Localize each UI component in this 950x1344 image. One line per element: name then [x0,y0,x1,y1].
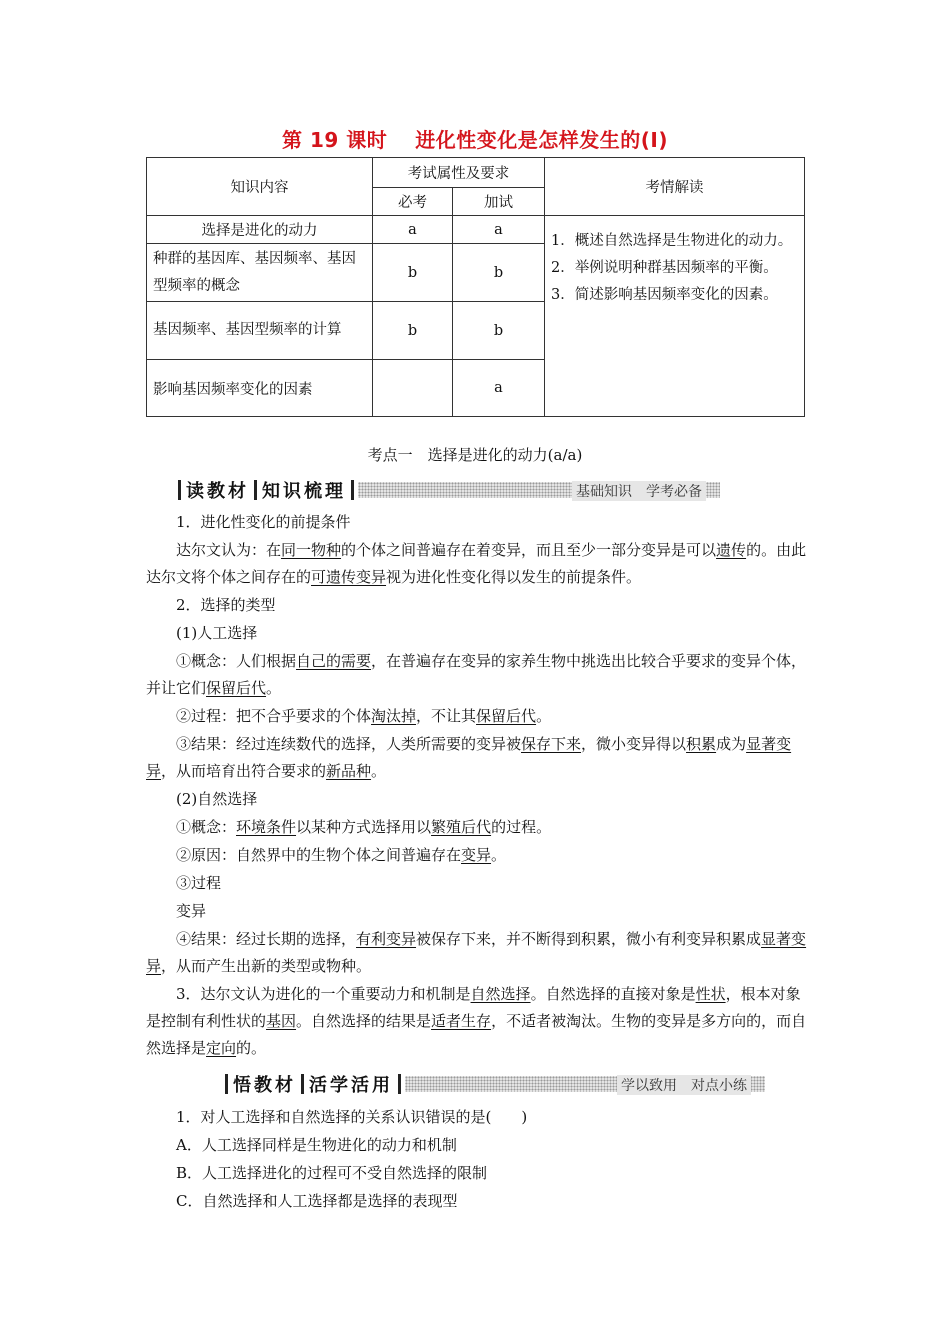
row-extra: a [453,216,545,244]
table-row [147,216,805,244]
header-extra: 加试 [453,188,545,216]
analysis-item: 2．举例说明种群基因频率的平衡。 [551,260,778,276]
analysis-item: 3．简述影响基因频率变化的因素。 [551,287,778,303]
artificial-title: (1)人工选择 [176,624,258,642]
row-required: b [373,302,453,360]
natural-cause: ②原因：自然界中的生物个体之间普遍存在变异。 [176,846,507,864]
header-exam: 考试属性及要求 [373,158,545,188]
banner-tag: 基础知识 学考必备 [572,481,706,501]
row-required: a [373,216,453,244]
option-c: C．自然选择和人工选择都是选择的表现型 [176,1192,458,1210]
analysis-cell [545,216,805,417]
requirements-table [146,157,805,417]
row-knowledge: 基因频率、基因型频率的计算 [147,302,373,360]
s1-title: 1．进化性变化的前提条件 [176,513,351,531]
row-knowledge: 选择是进化的动力 [147,216,373,244]
banner-right: 活学活用 [309,1075,393,1096]
option-b: B．人工选择进化的过程可不受自然选择的限制 [176,1164,488,1182]
row-knowledge: 影响基因频率变化的因素 [147,360,373,417]
banner-left: 悟教材 [233,1075,296,1096]
option-a: A．人工选择同样是生物进化的动力和机制 [176,1136,457,1154]
s1-body: 达尔文认为：在同一物种的个体之间普遍存在着变异，而且至少一部分变异是可以遗传的。由此达尔文将个体之间存在的可遗传变异视为进化性变化得以发生的前提条件。 [146,541,807,586]
natural-title: (2)自然选择 [176,790,258,808]
artificial-result: ③结果：经过连续数代的选择，人类所需要的变异被保存下来，微小变异得以积累成为显著变异，从而培育出符合要求的新品种。 [146,735,792,780]
header-knowledge: 知识内容 [147,158,373,216]
header-analysis: 考情解读 [545,158,805,216]
row-extra: b [453,302,545,360]
header-required: 必考 [373,188,453,216]
section-banner [225,1073,765,1095]
analysis-item: 1．概述自然选择是生物进化的动力。 [551,233,793,249]
banner-right: 知识梳理 [262,481,346,502]
row-extra: b [453,244,545,302]
row-required [373,360,453,417]
banner-dots [358,482,720,498]
s3-body: 3．达尔文认为进化的一个重要动力和机制是自然选择。自然选择的直接对象是性状，根本对象是控制有利性状的基因。自然选择的结果是适者生存，不适者被淘汰。生物的变异是多方向的，而自然选择是定向的。 [146,985,807,1057]
banner-left: 读教材 [186,481,249,502]
natural-concept: ①概念：环境条件以某种方式选择用以繁殖后代的过程。 [176,818,552,836]
question-stem: 1．对人工选择和自然选择的关系认识错误的是( ) [176,1108,528,1126]
page-title: 第 19 课时 进化性变化是怎样发生的(Ⅰ) [282,128,668,152]
section-banner [178,479,720,501]
artificial-concept: ①概念：人们根据自己的需要，在普遍存在变异的家养生物中挑选出比较合乎要求的变异个体，并让它们保留后代。 [146,652,807,697]
section-heading: 考点一 选择是进化的动力(a/a) [367,446,583,464]
artificial-process: ②过程：把不合乎要求的个体淘汰掉，不让其保留后代。 [176,707,552,725]
banner-dots [405,1076,765,1092]
row-required: b [373,244,453,302]
banner-tag: 学以致用 对点小练 [617,1075,751,1095]
s2-title: 2．选择的类型 [176,596,276,614]
natural-result: ④结果：经过长期的选择，有利变异被保存下来，并不断得到积累，微小有利变异积累成显著变异，从而产生出新的类型或物种。 [146,930,807,975]
row-extra: a [453,360,545,417]
natural-process-label: 变异 [176,902,207,920]
natural-process: ③过程 [176,874,222,892]
row-knowledge: 种群的基因库、基因频率、基因型频率的概念 [147,244,373,302]
